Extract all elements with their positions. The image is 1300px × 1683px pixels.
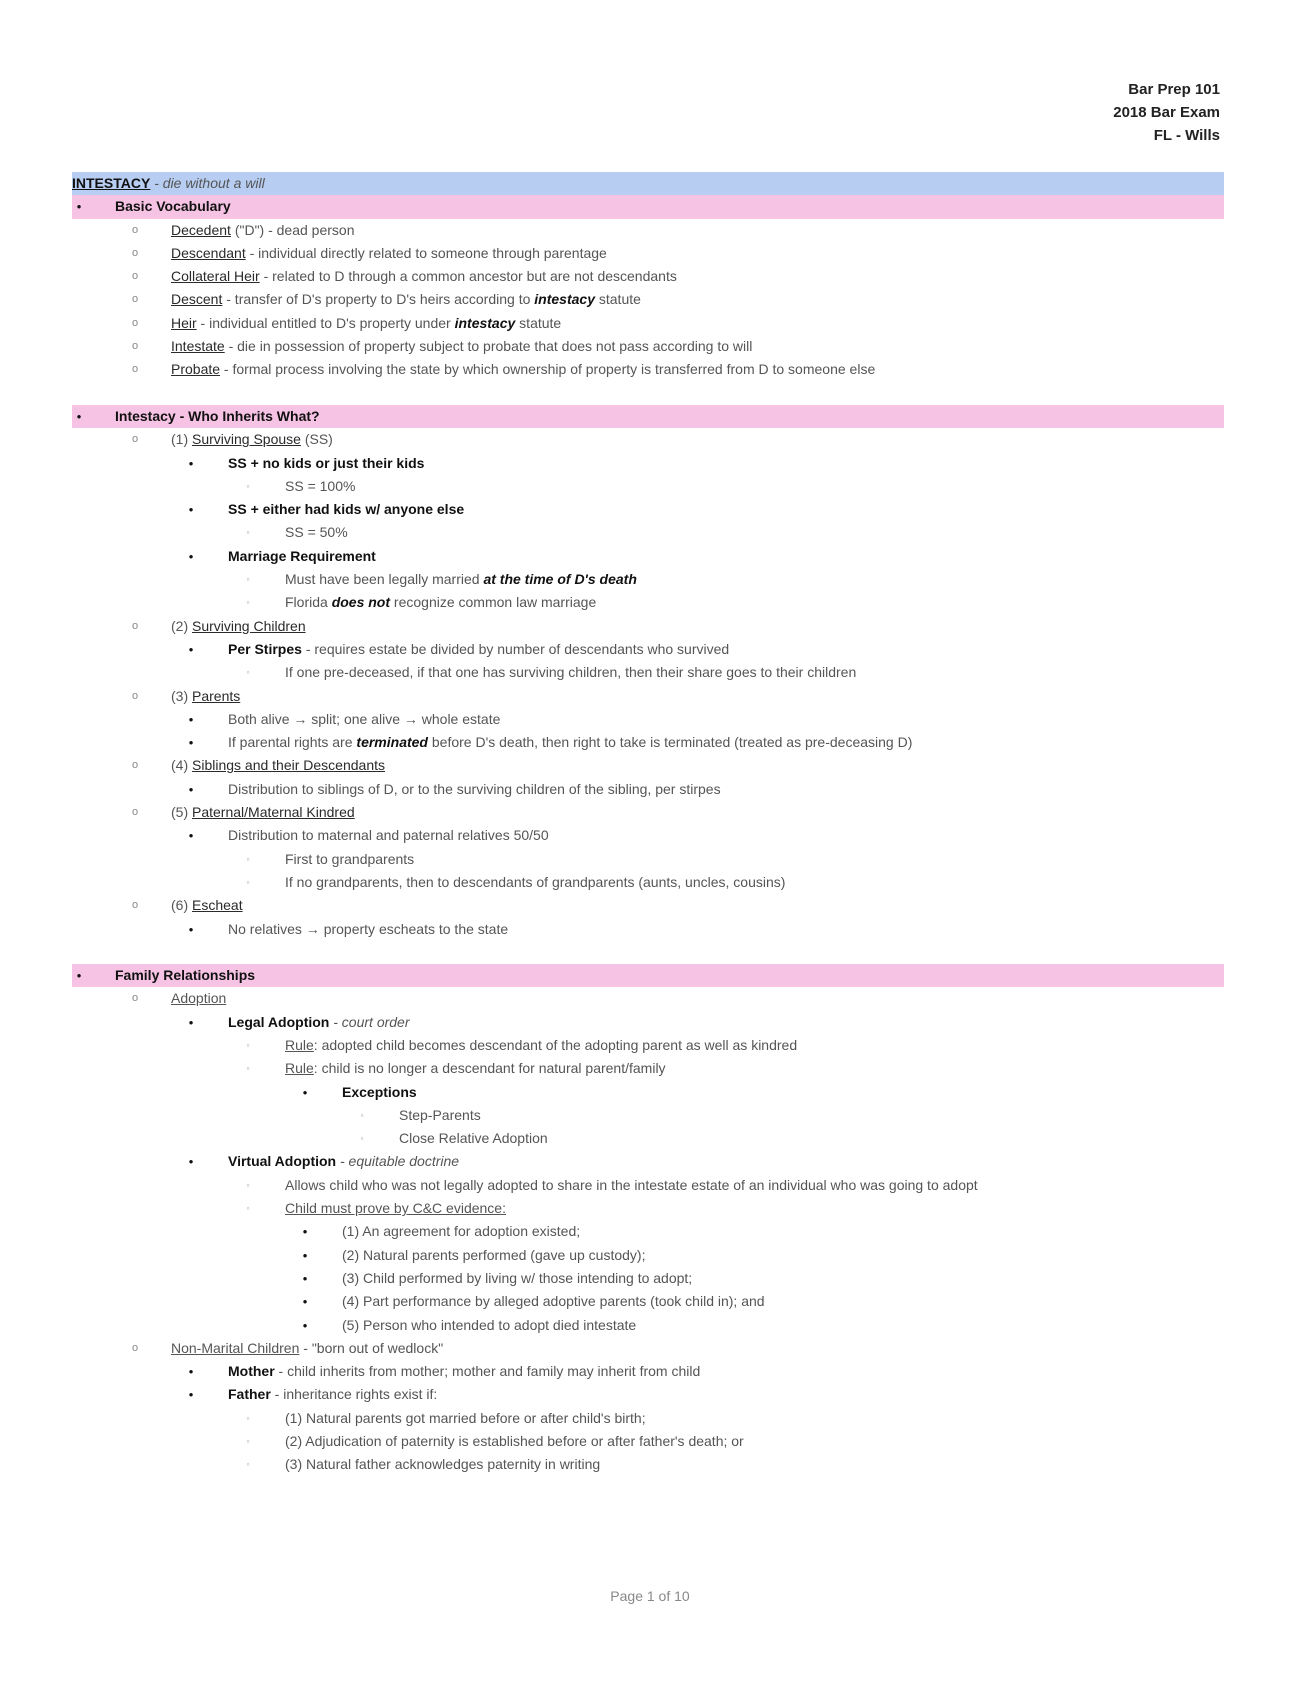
outline-item [72,475,1224,498]
outline-item [72,1150,1224,1173]
item-text: (2) Natural parents performed (gave up custody); [342,1246,646,1263]
heading-text: Basic Vocabulary [115,198,231,215]
item-term: Paternal/Maternal Kindred [192,804,355,821]
outline-item [72,1057,1224,1080]
item-term: Rule [285,1036,314,1053]
vocab-definition: - formal process involving the state by which ownership of property is transferred from D to someone else [220,361,876,378]
document-header [1113,78,1220,147]
bullet-icon: • [188,455,194,471]
item-text: Exceptions [342,1083,417,1100]
outline-item [72,568,1224,591]
vocab-emphasis: intestacy [454,314,516,331]
bullet-icon: • [188,711,194,727]
bullet-icon: • [76,968,82,984]
outline-item [72,1034,1224,1057]
item-number: (3) [171,687,192,704]
outline-item [72,1081,1224,1104]
item-text: (2) Adjudication of paternity is established before or after father's death; or [285,1433,744,1450]
item-term: Per Stirpes [228,640,302,657]
item-text: Must have been legally married [285,571,484,588]
item-text: : child is no longer a descendant for natural parent/family [313,1060,666,1077]
outline-item [72,754,1224,777]
vocab-definition-end: statute [515,314,562,331]
bullet-icon: • [302,1294,308,1310]
bullet-icon: • [188,1154,194,1170]
outline-item [72,685,1224,708]
square-icon: ▫ [246,1180,250,1190]
heading-who-inherits [72,405,1224,428]
item-term: Parents [192,687,241,704]
circle-icon: o [131,363,139,376]
item-text: SS = 100% [285,477,356,494]
square-icon: ▫ [246,1204,250,1214]
item-text: Distribution to siblings of D, or to the surviving children of the sibling, per stirpes [228,780,721,797]
item-text: First to grandparents [285,850,415,867]
item-term: Virtual Adoption [228,1153,337,1170]
bullet-icon: • [188,641,194,657]
item-text: If no grandparents, then to descendants of grandparents (aunts, uncles, cousins) [285,873,786,890]
square-icon: ▫ [246,1064,250,1074]
square-icon: ▫ [246,1040,250,1050]
vocab-item [72,242,1224,265]
square-icon: ▫ [246,1460,250,1470]
vocab-item [72,358,1224,381]
item-term: Legal Adoption [228,1013,330,1030]
bullet-icon: • [76,408,82,424]
circle-icon: o [131,619,139,632]
item-emphasis: terminated [356,734,428,751]
bullet-icon: • [188,735,194,751]
item-text: SS + either had kids w/ anyone else [228,501,465,518]
item-term: Adoption [171,990,227,1007]
item-text: (1) An agreement for adoption existed; [342,1223,581,1240]
square-icon: ▫ [246,854,250,864]
bullet-icon: • [302,1270,308,1286]
item-emphasis: at the time of D's death [483,571,637,588]
item-text: Florida [285,594,332,611]
vocab-term: Heir [171,314,197,331]
circle-icon: o [131,806,139,819]
item-number: (4) [171,757,192,774]
item-term: Surviving Spouse [192,431,301,448]
vocab-term: Descent [171,291,223,308]
item-text: Marriage Requirement [228,547,376,564]
circle-icon: o [131,270,139,283]
item-number: (2) [171,617,192,634]
item-text: - child inherits from mother; mother and family may inherit from child [274,1363,701,1380]
vocab-definition: - transfer of D's property to D's heirs according to [222,291,535,308]
item-text: (1) Natural parents got married before or after child's birth; [285,1409,646,1426]
item-text-end: before D's death, then right to take is terminated (treated as pre-deceasing D) [427,734,913,751]
page-number: Page 1 of 10 [610,1588,690,1604]
proof-item [72,1267,1224,1290]
square-icon: ▫ [246,481,250,491]
square-icon: ▫ [360,1134,364,1144]
outline-item [72,661,1224,684]
vocab-item [72,335,1224,358]
circle-icon: o [131,293,139,306]
square-icon: ▫ [246,528,250,538]
item-text: Distribution to maternal and paternal relatives 50/50 [228,827,549,844]
vocab-term: Decedent [171,221,231,238]
item-text: Child must prove by C&C evidence: [285,1200,506,1217]
vocab-term: Descendant [171,244,246,261]
header-exam: 2018 Bar Exam [1113,104,1220,121]
outline-item [72,1011,1224,1034]
outline-item [72,498,1224,521]
item-term: Father [228,1386,271,1403]
outline-item [72,521,1224,544]
outline-item [72,918,1224,941]
outline-item [72,987,1224,1010]
vocab-definition: - related to D through a common ancestor but are not descendants [259,268,677,285]
bullet-icon: • [188,781,194,797]
spacer [72,941,1224,964]
circle-icon: o [131,316,139,329]
header-course: Bar Prep 101 [1128,81,1220,98]
square-icon: ▫ [246,668,250,678]
item-text: If one pre-deceased, if that one has surviving children, then their share goes to their children [285,664,857,681]
heading-text: Family Relationships [115,967,256,984]
bullet-icon: • [188,1387,194,1403]
outline-item [72,452,1224,475]
outline-item [72,778,1224,801]
section-title-intestacy [72,172,1224,195]
vocab-definition: ("D") - dead person [230,221,355,238]
square-icon: ▫ [246,598,250,608]
outline-item [72,1174,1224,1197]
proof-item [72,1290,1224,1313]
proof-item [72,1220,1224,1243]
item-text: - court order [329,1013,410,1030]
outline-item [72,1407,1224,1430]
vocab-term: Collateral Heir [171,268,260,285]
item-number: (5) [171,804,192,821]
item-term: Mother [228,1363,275,1380]
item-text-end: recognize common law marriage [390,594,597,611]
item-term: Escheat [192,897,243,914]
proof-item [72,1314,1224,1337]
outline-item [72,894,1224,917]
item-text: Step-Parents [399,1106,481,1123]
vocab-item [72,265,1224,288]
circle-icon: o [131,689,139,702]
outline-item [72,1430,1224,1453]
item-text: - requires estate be divided by number of descendants who survived [301,640,730,657]
item-term: Siblings and their Descendants [192,757,386,774]
outline-item [72,615,1224,638]
vocab-term: Intestate [171,338,225,355]
item-text: : adopted child becomes descendant of the adopting parent as well as kindred [313,1036,798,1053]
item-term: Surviving Children [192,617,306,634]
item-text: SS = 50% [285,524,348,541]
item-text: Close Relative Adoption [399,1130,548,1147]
item-text: - "born out of wedlock" [299,1339,444,1356]
vocab-definition-end: statute [594,291,641,308]
intestacy-subtitle: - die without a will [150,175,265,191]
bullet-icon: • [188,548,194,564]
circle-icon: o [131,246,139,259]
item-emphasis: does not [331,594,391,611]
item-text: - equitable doctrine [336,1153,460,1170]
outline-item [72,801,1224,824]
item-text: (3) Natural father acknowledges paternity in writing [285,1456,601,1473]
outline-item [72,1127,1224,1150]
bullet-icon: • [302,1224,308,1240]
outline-item [72,871,1224,894]
outline-item [72,591,1224,614]
item-text: Both alive → split; one alive → whole estate [228,710,501,727]
square-icon: ▫ [246,1437,250,1447]
item-text: Allows child who was not legally adopted to share in the intestate estate of an individual who was going to adopt [285,1176,978,1193]
outline-item [72,824,1224,847]
vocab-item [72,312,1224,335]
bullet-icon: • [76,199,82,215]
bullet-icon: • [188,828,194,844]
square-icon: ▫ [246,1413,250,1423]
vocab-term: Probate [171,361,221,378]
circle-icon: o [131,992,139,1005]
spacer [72,382,1224,405]
bullet-icon: • [188,1364,194,1380]
outline-item [72,708,1224,731]
item-number: (1) [171,431,192,448]
bullet-icon: • [302,1247,308,1263]
vocab-emphasis: intestacy [534,291,595,308]
vocab-definition: - individual entitled to D's property under [196,314,455,331]
circle-icon: o [131,899,139,912]
outline-item [72,1360,1224,1383]
header-subject: FL - Wills [1153,127,1220,144]
item-text: - inheritance rights exist if: [270,1386,438,1403]
outline-item [72,1383,1224,1406]
proof-item [72,1244,1224,1267]
outline-item [72,638,1224,661]
circle-icon: o [131,223,139,236]
item-text: (3) Child performed by living w/ those intending to adopt; [342,1269,693,1286]
outline-item [72,545,1224,568]
vocab-item [72,288,1224,311]
outline-item [72,1197,1224,1220]
circle-icon: o [131,1341,139,1354]
item-text: (5) Person who intended to adopt died intestate [342,1316,637,1333]
bullet-icon: • [302,1084,308,1100]
heading-basic-vocabulary [72,195,1224,218]
vocab-definition: - individual directly related to someone through parentage [245,244,607,261]
vocab-definition: - die in possession of property subject to probate that does not pass according to will [224,338,753,355]
outline-item [72,428,1224,451]
item-text: (4) Part performance by alleged adoptive parents (took child in); and [342,1293,765,1310]
item-term: Non-Marital Children [171,1339,300,1356]
vocab-item [72,219,1224,242]
circle-icon: o [131,340,139,353]
outline-item [72,1104,1224,1127]
item-text: No relatives → property escheats to the state [228,920,509,937]
square-icon: ▫ [360,1110,364,1120]
bullet-icon: • [188,921,194,937]
outline-document [72,172,1224,1477]
square-icon: ▫ [246,877,250,887]
outline-item [72,731,1224,754]
circle-icon: o [131,759,139,772]
item-text: SS + no kids or just their kids [228,454,425,471]
outline-item [72,848,1224,871]
intestacy-title: INTESTACY [72,175,151,191]
square-icon: ▫ [246,575,250,585]
heading-family-relationships [72,964,1224,987]
outline-item [72,1337,1224,1360]
item-number: (6) [171,897,192,914]
item-term: Rule [285,1060,314,1077]
heading-text: Intestacy - Who Inherits What? [115,407,320,424]
bullet-icon: • [188,502,194,518]
bullet-icon: • [188,1014,194,1030]
circle-icon: o [131,433,139,446]
item-rest: (SS) [300,431,333,448]
item-text: If parental rights are [228,734,357,751]
outline-item [72,1453,1224,1476]
bullet-icon: • [302,1317,308,1333]
